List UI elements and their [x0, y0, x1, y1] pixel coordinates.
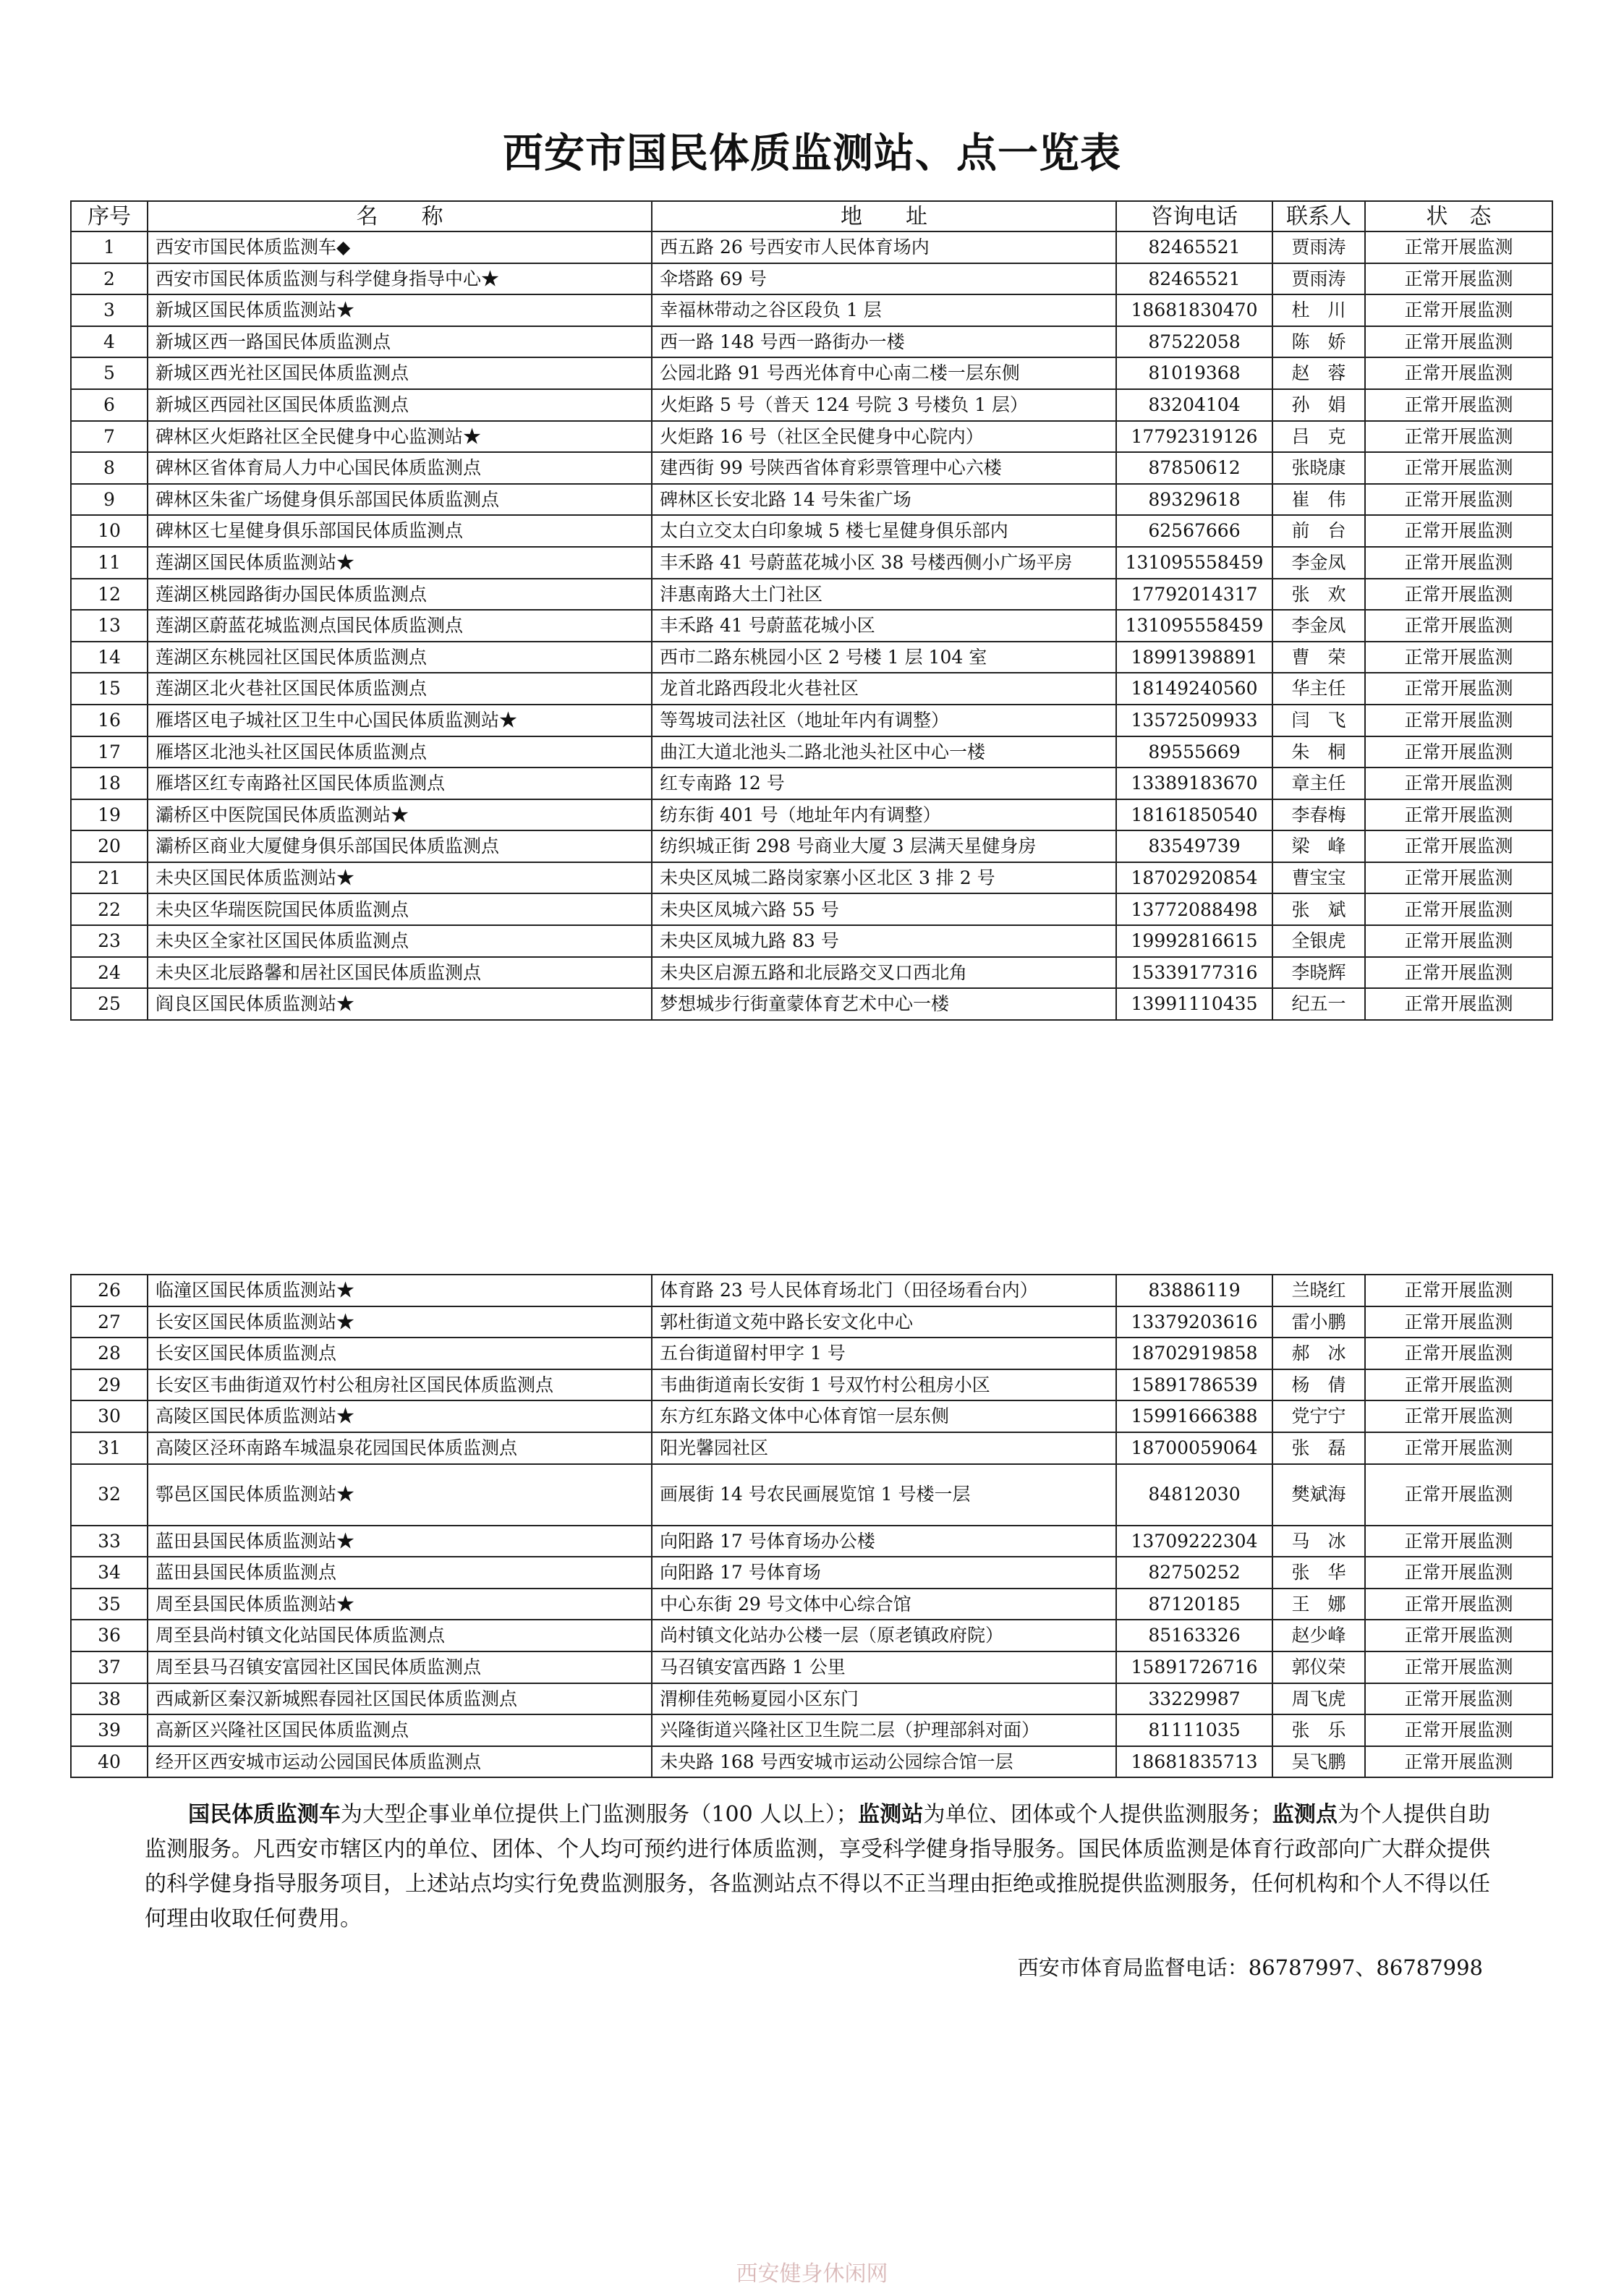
cell-name: 新城区国民体质监测站★ [148, 294, 652, 326]
cell-no: 26 [71, 1275, 148, 1306]
cell-contact: 张 欢 [1272, 579, 1365, 611]
cell-no: 37 [71, 1651, 148, 1683]
cell-no: 23 [71, 925, 148, 957]
cell-contact: 曹宝宝 [1272, 862, 1365, 894]
cell-no: 39 [71, 1714, 148, 1746]
station-table-part1 [70, 200, 1553, 1021]
cell-status: 正常开展监测 [1365, 515, 1552, 547]
cell-contact: 党宁宁 [1272, 1400, 1365, 1432]
cell-no: 15 [71, 673, 148, 705]
cell-no: 34 [71, 1557, 148, 1589]
cell-name: 高陵区国民体质监测站★ [148, 1400, 652, 1432]
cell-address: 画展街 14 号农民画展览馆 1 号楼一层 [652, 1464, 1116, 1526]
cell-phone: 83549739 [1116, 830, 1272, 862]
table-row [71, 642, 1552, 673]
cell-name: 未央区全家社区国民体质监测点 [148, 925, 652, 957]
cell-address: 五台街道留村甲字 1 号 [652, 1338, 1116, 1369]
page-title: 西安市国民体质监测站、点一览表 [503, 129, 1121, 177]
table-row [71, 673, 1552, 705]
cell-phone: 87522058 [1116, 326, 1272, 358]
table-row [71, 862, 1552, 894]
cell-contact: 雷小鹏 [1272, 1306, 1365, 1338]
cell-contact: 崔 伟 [1272, 484, 1365, 516]
cell-name: 碑林区七星健身俱乐部国民体质监测点 [148, 515, 652, 547]
table-row [71, 1369, 1552, 1401]
table-row [71, 1400, 1552, 1432]
cell-phone: 15991666388 [1116, 1400, 1272, 1432]
cell-phone: 17792014317 [1116, 579, 1272, 611]
cell-name: 长安区国民体质监测点 [148, 1338, 652, 1369]
header-phone: 咨询电话 [1116, 201, 1272, 231]
cell-address: 中心东街 29 号文体中心综合馆 [652, 1589, 1116, 1620]
cell-status: 正常开展监测 [1365, 705, 1552, 736]
cell-status: 正常开展监测 [1365, 1651, 1552, 1683]
footnote-term-station: 监测站 [857, 1802, 924, 1827]
cell-contact: 张 乐 [1272, 1714, 1365, 1746]
table-row [71, 1275, 1552, 1306]
cell-phone: 131095558459 [1116, 547, 1272, 579]
cell-name: 周至县尚村镇文化站国民体质监测点 [148, 1620, 652, 1651]
cell-name: 周至县国民体质监测站★ [148, 1589, 652, 1620]
cell-name: 长安区韦曲街道双竹村公租房社区国民体质监测点 [148, 1369, 652, 1401]
cell-address: 郭杜街道文苑中路长安文化中心 [652, 1306, 1116, 1338]
table-row [71, 326, 1552, 358]
table-row [71, 610, 1552, 642]
cell-contact: 孙 娟 [1272, 389, 1365, 421]
cell-contact: 杨 倩 [1272, 1369, 1365, 1401]
cell-no: 21 [71, 862, 148, 894]
cell-no: 31 [71, 1432, 148, 1464]
cell-name: 高新区兴隆社区国民体质监测点 [148, 1714, 652, 1746]
cell-phone: 18702919858 [1116, 1338, 1272, 1369]
cell-status: 正常开展监测 [1365, 642, 1552, 673]
cell-address: 太白立交太白印象城 5 楼七星健身俱乐部内 [652, 515, 1116, 547]
cell-address: 幸福林带动之谷区段负 1 层 [652, 294, 1116, 326]
cell-contact: 李金凤 [1272, 547, 1365, 579]
cell-no: 16 [71, 705, 148, 736]
cell-phone: 18702920854 [1116, 862, 1272, 894]
cell-phone: 83886119 [1116, 1275, 1272, 1306]
cell-status: 正常开展监测 [1365, 1338, 1552, 1369]
cell-phone: 18681830470 [1116, 294, 1272, 326]
table-row [71, 1714, 1552, 1746]
cell-phone: 18991398891 [1116, 642, 1272, 673]
cell-address: 纺织城正街 298 号商业大厦 3 层满天星健身房 [652, 830, 1116, 862]
cell-phone: 17792319126 [1116, 421, 1272, 453]
table-row [71, 1557, 1552, 1589]
table-row [71, 547, 1552, 579]
cell-name: 莲湖区桃园路街办国民体质监测点 [148, 579, 652, 611]
cell-address: 东方红东路文体中心体育馆一层东侧 [652, 1400, 1116, 1432]
table-row [71, 705, 1552, 736]
header-name: 名 称 [148, 201, 652, 231]
cell-status: 正常开展监测 [1365, 263, 1552, 295]
cell-no: 30 [71, 1400, 148, 1432]
cell-phone: 81111035 [1116, 1714, 1272, 1746]
cell-phone: 18681835713 [1116, 1746, 1272, 1778]
cell-address: 未央区启源五路和北辰路交叉口西北角 [652, 957, 1116, 989]
header-contact: 联系人 [1272, 201, 1365, 231]
table-row [71, 1432, 1552, 1464]
table-row [71, 736, 1552, 768]
cell-phone: 13389183670 [1116, 768, 1272, 799]
cell-no: 17 [71, 736, 148, 768]
cell-contact: 梁 峰 [1272, 830, 1365, 862]
cell-phone: 82465521 [1116, 263, 1272, 295]
cell-contact: 曹 荣 [1272, 642, 1365, 673]
cell-phone: 18700059064 [1116, 1432, 1272, 1464]
cell-name: 碑林区朱雀广场健身俱乐部国民体质监测点 [148, 484, 652, 516]
cell-status: 正常开展监测 [1365, 1683, 1552, 1715]
cell-contact: 张晓康 [1272, 452, 1365, 484]
cell-status: 正常开展监测 [1365, 799, 1552, 831]
cell-address: 韦曲街道南长安街 1 号双竹村公租房小区 [652, 1369, 1116, 1401]
cell-no: 32 [71, 1464, 148, 1526]
cell-address: 未央区凤城六路 55 号 [652, 893, 1116, 925]
cell-name: 莲湖区东桃园社区国民体质监测点 [148, 642, 652, 673]
cell-no: 7 [71, 421, 148, 453]
cell-address: 未央区凤城九路 83 号 [652, 925, 1116, 957]
cell-no: 27 [71, 1306, 148, 1338]
header-address: 地 址 [652, 201, 1116, 231]
cell-address: 西市二路东桃园小区 2 号楼 1 层 104 室 [652, 642, 1116, 673]
cell-contact: 张 斌 [1272, 893, 1365, 925]
table-row [71, 1464, 1552, 1526]
cell-address: 兴隆街道兴隆社区卫生院二层（护理部斜对面） [652, 1714, 1116, 1746]
cell-phone: 82750252 [1116, 1557, 1272, 1589]
cell-no: 1 [71, 231, 148, 263]
cell-address: 体育路 23 号人民体育场北门（田径场看台内） [652, 1275, 1116, 1306]
cell-phone: 19992816615 [1116, 925, 1272, 957]
cell-phone: 15891726716 [1116, 1651, 1272, 1683]
table-header-row [71, 201, 1552, 231]
cell-address: 西一路 148 号西一路街办一楼 [652, 326, 1116, 358]
cell-no: 22 [71, 893, 148, 925]
table-row [71, 799, 1552, 831]
cell-contact: 马 冰 [1272, 1526, 1365, 1557]
cell-no: 33 [71, 1526, 148, 1557]
footnote-term-vehicle: 国民体质监测车 [188, 1802, 341, 1827]
cell-name: 莲湖区北火巷社区国民体质监测点 [148, 673, 652, 705]
cell-status: 正常开展监测 [1365, 1746, 1552, 1778]
cell-status: 正常开展监测 [1365, 768, 1552, 799]
table-row [71, 484, 1552, 516]
cell-phone: 15891786539 [1116, 1369, 1272, 1401]
cell-no: 20 [71, 830, 148, 862]
cell-name: 高陵区泾环南路车城温泉花园国民体质监测点 [148, 1432, 652, 1464]
table-row [71, 515, 1552, 547]
cell-status: 正常开展监测 [1365, 673, 1552, 705]
footnote-term-point: 监测点 [1272, 1802, 1338, 1827]
cell-no: 14 [71, 642, 148, 673]
cell-status: 正常开展监测 [1365, 1557, 1552, 1589]
cell-name: 西安市国民体质监测与科学健身指导中心★ [148, 263, 652, 295]
cell-no: 18 [71, 768, 148, 799]
cell-address: 阳光馨园社区 [652, 1432, 1116, 1464]
cell-phone: 82465521 [1116, 231, 1272, 263]
cell-phone: 15339177316 [1116, 957, 1272, 989]
footnote [145, 1798, 1490, 1936]
table-row [71, 957, 1552, 989]
table-row [71, 389, 1552, 421]
cell-name: 碑林区火炬路社区全民健身中心监测站★ [148, 421, 652, 453]
cell-address: 沣惠南路大土门社区 [652, 579, 1116, 611]
cell-name: 阎良区国民体质监测站★ [148, 988, 652, 1020]
cell-name: 未央区国民体质监测站★ [148, 862, 652, 894]
cell-name: 灞桥区中医院国民体质监测站★ [148, 799, 652, 831]
table-row [71, 1306, 1552, 1338]
cell-contact: 陈 娇 [1272, 326, 1365, 358]
table-row [71, 830, 1552, 862]
cell-no: 40 [71, 1746, 148, 1778]
table-row [71, 579, 1552, 611]
cell-phone: 85163326 [1116, 1620, 1272, 1651]
cell-status: 正常开展监测 [1365, 484, 1552, 516]
cell-status: 正常开展监测 [1365, 862, 1552, 894]
table-row [71, 421, 1552, 453]
cell-no: 13 [71, 610, 148, 642]
table-row [71, 357, 1552, 389]
cell-contact: 吴飞鹏 [1272, 1746, 1365, 1778]
cell-address: 公园北路 91 号西光体育中心南二楼一层东侧 [652, 357, 1116, 389]
cell-no: 8 [71, 452, 148, 484]
cell-contact: 全银虎 [1272, 925, 1365, 957]
cell-contact: 纪五一 [1272, 988, 1365, 1020]
cell-status: 正常开展监测 [1365, 1714, 1552, 1746]
cell-no: 9 [71, 484, 148, 516]
cell-name: 灞桥区商业大厦健身俱乐部国民体质监测点 [148, 830, 652, 862]
supervision-phone: 西安市体育局监督电话：86787997、86787998 [1017, 1955, 1483, 1980]
cell-phone: 87850612 [1116, 452, 1272, 484]
cell-contact: 李金凤 [1272, 610, 1365, 642]
cell-no: 25 [71, 988, 148, 1020]
cell-address: 丰禾路 41 号蔚蓝花城小区 [652, 610, 1116, 642]
cell-no: 19 [71, 799, 148, 831]
table-row [71, 263, 1552, 295]
cell-status: 正常开展监测 [1365, 231, 1552, 263]
cell-status: 正常开展监测 [1365, 610, 1552, 642]
cell-name: 西安市国民体质监测车◆ [148, 231, 652, 263]
cell-phone: 89555669 [1116, 736, 1272, 768]
cell-address: 马召镇安富西路 1 公里 [652, 1651, 1116, 1683]
cell-phone: 13772088498 [1116, 893, 1272, 925]
cell-no: 2 [71, 263, 148, 295]
table-row [71, 1651, 1552, 1683]
cell-status: 正常开展监测 [1365, 1306, 1552, 1338]
cell-status: 正常开展监测 [1365, 294, 1552, 326]
cell-address: 火炬路 16 号（社区全民健身中心院内） [652, 421, 1116, 453]
cell-contact: 周飞虎 [1272, 1683, 1365, 1715]
cell-address: 等驾坡司法社区（地址年内有调整） [652, 705, 1116, 736]
table-row [71, 231, 1552, 263]
cell-no: 36 [71, 1620, 148, 1651]
footnote-text-vehicle: 为大型企事业单位提供上门监测服务（100 人以上）； [341, 1802, 858, 1827]
cell-address: 未央区凤城二路岗家寨小区北区 3 排 2 号 [652, 862, 1116, 894]
footnote-text-station: 为单位、团体或个人提供监测服务； [923, 1802, 1272, 1827]
cell-contact: 章主任 [1272, 768, 1365, 799]
table-row [71, 1526, 1552, 1557]
cell-contact: 朱 桐 [1272, 736, 1365, 768]
cell-address: 梦想城步行街童蒙体育艺术中心一楼 [652, 988, 1116, 1020]
cell-address: 西五路 26 号西安市人民体育场内 [652, 231, 1116, 263]
cell-contact: 吕 克 [1272, 421, 1365, 453]
cell-status: 正常开展监测 [1365, 957, 1552, 989]
cell-contact: 前 台 [1272, 515, 1365, 547]
cell-contact: 张 华 [1272, 1557, 1365, 1589]
station-table-part2 [70, 1274, 1553, 1778]
cell-name: 未央区华瑞医院国民体质监测点 [148, 893, 652, 925]
cell-no: 38 [71, 1683, 148, 1715]
cell-phone: 84812030 [1116, 1464, 1272, 1526]
cell-no: 4 [71, 326, 148, 358]
cell-contact: 杜 川 [1272, 294, 1365, 326]
cell-address: 渭柳佳苑畅夏园小区东门 [652, 1683, 1116, 1715]
cell-status: 正常开展监测 [1365, 893, 1552, 925]
table-row [71, 294, 1552, 326]
cell-status: 正常开展监测 [1365, 988, 1552, 1020]
cell-address: 建西街 99 号陕西省体育彩票管理中心六楼 [652, 452, 1116, 484]
cell-name: 蓝田县国民体质监测点 [148, 1557, 652, 1589]
cell-name: 雁塔区电子城社区卫生中心国民体质监测站★ [148, 705, 652, 736]
cell-name: 碑林区省体育局人力中心国民体质监测点 [148, 452, 652, 484]
cell-phone: 131095558459 [1116, 610, 1272, 642]
table-row [71, 452, 1552, 484]
cell-address: 尚村镇文化站办公楼一层（原老镇政府院） [652, 1620, 1116, 1651]
watermark: 西安健身休闲网 [736, 2261, 888, 2287]
cell-status: 正常开展监测 [1365, 1526, 1552, 1557]
cell-address: 红专南路 12 号 [652, 768, 1116, 799]
cell-contact: 华主任 [1272, 673, 1365, 705]
cell-contact: 李晓辉 [1272, 957, 1365, 989]
cell-address: 纺东街 401 号（地址年内有调整） [652, 799, 1116, 831]
cell-status: 正常开展监测 [1365, 1464, 1552, 1526]
cell-phone: 13572509933 [1116, 705, 1272, 736]
cell-phone: 13991110435 [1116, 988, 1272, 1020]
cell-name: 新城区西一路国民体质监测点 [148, 326, 652, 358]
cell-phone: 18161850540 [1116, 799, 1272, 831]
cell-status: 正常开展监测 [1365, 1432, 1552, 1464]
cell-phone: 13709222304 [1116, 1526, 1272, 1557]
cell-name: 蓝田县国民体质监测站★ [148, 1526, 652, 1557]
cell-contact: 郝 冰 [1272, 1338, 1365, 1369]
cell-contact: 郭仪荣 [1272, 1651, 1365, 1683]
cell-name: 鄠邑区国民体质监测站★ [148, 1464, 652, 1526]
cell-phone: 13379203616 [1116, 1306, 1272, 1338]
table-row [71, 1338, 1552, 1369]
cell-name: 未央区北辰路馨和居社区国民体质监测点 [148, 957, 652, 989]
cell-status: 正常开展监测 [1365, 579, 1552, 611]
cell-contact: 贾雨涛 [1272, 231, 1365, 263]
cell-name: 临潼区国民体质监测站★ [148, 1275, 652, 1306]
cell-no: 12 [71, 579, 148, 611]
cell-address: 龙首北路西段北火巷社区 [652, 673, 1116, 705]
cell-status: 正常开展监测 [1365, 1620, 1552, 1651]
cell-status: 正常开展监测 [1365, 736, 1552, 768]
cell-contact: 兰晓红 [1272, 1275, 1365, 1306]
cell-contact: 王 娜 [1272, 1589, 1365, 1620]
cell-name: 新城区西园社区国民体质监测点 [148, 389, 652, 421]
cell-status: 正常开展监测 [1365, 1369, 1552, 1401]
cell-address: 未央路 168 号西安城市运动公园综合馆一层 [652, 1746, 1116, 1778]
cell-address: 向阳路 17 号体育场 [652, 1557, 1116, 1589]
cell-status: 正常开展监测 [1365, 326, 1552, 358]
cell-address: 伞塔路 69 号 [652, 263, 1116, 295]
cell-no: 6 [71, 389, 148, 421]
cell-no: 11 [71, 547, 148, 579]
cell-status: 正常开展监测 [1365, 547, 1552, 579]
cell-status: 正常开展监测 [1365, 389, 1552, 421]
cell-name: 新城区西光社区国民体质监测点 [148, 357, 652, 389]
cell-no: 28 [71, 1338, 148, 1369]
header-status: 状 态 [1365, 201, 1552, 231]
cell-name: 莲湖区国民体质监测站★ [148, 547, 652, 579]
cell-no: 29 [71, 1369, 148, 1401]
cell-phone: 18149240560 [1116, 673, 1272, 705]
table-row [71, 1683, 1552, 1715]
cell-name: 经开区西安城市运动公园国民体质监测点 [148, 1746, 652, 1778]
cell-no: 24 [71, 957, 148, 989]
cell-phone: 83204104 [1116, 389, 1272, 421]
footnote-text-point: 为个人提供自助监测服务。凡西安市辖区内的单位、团体、个人均可预约进行体质监测，享受科学健身指导服务。国民体质监测是体育行政部向广大群众提供的科学健身指导服务项目，上述站点均实行免费监测服务，各监测站点不得以不正当理由拒绝或推脱提供监测服务，任何机构和个人不得以任何理由收取任何费用。 [145, 1802, 1491, 1931]
cell-status: 正常开展监测 [1365, 1275, 1552, 1306]
cell-status: 正常开展监测 [1365, 1400, 1552, 1432]
cell-address: 碑林区长安北路 14 号朱雀广场 [652, 484, 1116, 516]
cell-status: 正常开展监测 [1365, 925, 1552, 957]
cell-contact: 赵 蓉 [1272, 357, 1365, 389]
cell-phone: 62567666 [1116, 515, 1272, 547]
cell-status: 正常开展监测 [1365, 421, 1552, 453]
cell-contact: 张 磊 [1272, 1432, 1365, 1464]
cell-status: 正常开展监测 [1365, 1589, 1552, 1620]
cell-phone: 81019368 [1116, 357, 1272, 389]
cell-status: 正常开展监测 [1365, 830, 1552, 862]
cell-no: 35 [71, 1589, 148, 1620]
table-row [71, 768, 1552, 799]
cell-no: 3 [71, 294, 148, 326]
cell-address: 火炬路 5 号（普天 124 号院 3 号楼负 1 层） [652, 389, 1116, 421]
cell-name: 周至县马召镇安富园社区国民体质监测点 [148, 1651, 652, 1683]
cell-address: 曲江大道北池头二路北池头社区中心一楼 [652, 736, 1116, 768]
table-row [71, 1620, 1552, 1651]
cell-address: 丰禾路 41 号蔚蓝花城小区 38 号楼西侧小广场平房 [652, 547, 1116, 579]
header-no: 序号 [71, 201, 148, 231]
cell-address: 向阳路 17 号体育场办公楼 [652, 1526, 1116, 1557]
table-row [71, 1746, 1552, 1778]
cell-no: 10 [71, 515, 148, 547]
cell-name: 雁塔区红专南路社区国民体质监测点 [148, 768, 652, 799]
cell-phone: 89329618 [1116, 484, 1272, 516]
cell-no: 5 [71, 357, 148, 389]
cell-contact: 李春梅 [1272, 799, 1365, 831]
cell-name: 莲湖区蔚蓝花城监测点国民体质监测点 [148, 610, 652, 642]
table-row [71, 893, 1552, 925]
cell-name: 长安区国民体质监测站★ [148, 1306, 652, 1338]
cell-name: 雁塔区北池头社区国民体质监测点 [148, 736, 652, 768]
cell-contact: 樊斌海 [1272, 1464, 1365, 1526]
cell-contact: 赵少峰 [1272, 1620, 1365, 1651]
cell-status: 正常开展监测 [1365, 357, 1552, 389]
cell-contact: 闫 飞 [1272, 705, 1365, 736]
table-row [71, 1589, 1552, 1620]
table-row [71, 925, 1552, 957]
cell-status: 正常开展监测 [1365, 452, 1552, 484]
table-row [71, 988, 1552, 1020]
cell-phone: 33229987 [1116, 1683, 1272, 1715]
cell-contact: 贾雨涛 [1272, 263, 1365, 295]
cell-name: 西咸新区秦汉新城熙春园社区国民体质监测点 [148, 1683, 652, 1715]
cell-phone: 87120185 [1116, 1589, 1272, 1620]
